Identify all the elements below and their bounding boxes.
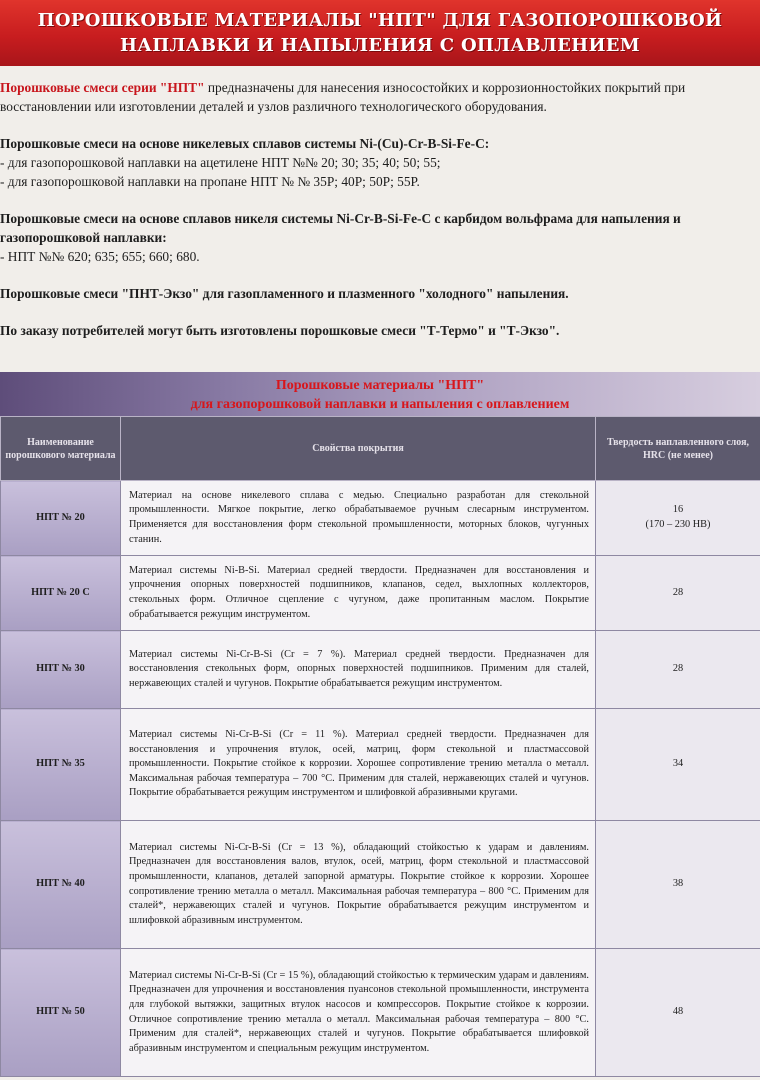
exo-paragraph: Порошковые смеси "ПНТ-Экзо" для газопламенного и плазменного "холодного" напыления. bbox=[0, 286, 569, 301]
material-name: НПТ № 50 bbox=[1, 949, 121, 1077]
material-name: НПТ № 20 bbox=[1, 481, 121, 556]
tungsten-heading: Порошковые смеси на основе сплавов никеля системы Ni-Cr-B-Si-Fe-C с карбидом вольфрама для напыления и газопорошковой наплавки: bbox=[0, 211, 681, 245]
hardness-value: 48 bbox=[672, 1006, 684, 1018]
table-row bbox=[1, 556, 760, 631]
page-title-line-1: ПОРОШКОВЫЕ МАТЕРИАЛЫ "НПТ" ДЛЯ ГАЗОПОРОШКОВОЙ bbox=[37, 10, 723, 31]
hardness-note: (170 – 230 НВ) bbox=[645, 519, 711, 530]
nickel-item-acetylene: - для газопорошковой наплавки на ацетилене НПТ №№ 20; 30; 35; 40; 50; 55; bbox=[0, 155, 441, 170]
page-title-line-2: НАПЛАВКИ И НАПЫЛЕНИЯ С ОПЛАВЛЕНИЕМ bbox=[119, 35, 641, 56]
table-row bbox=[1, 631, 760, 709]
table-title-line-1: Порошковые материалы "НПТ" bbox=[275, 378, 485, 393]
page-header-banner bbox=[0, 0, 760, 66]
nickel-item-propane: - для газопорошковой наплавки на пропане НПТ № № 35P; 40P; 50P; 55P. bbox=[0, 174, 420, 189]
table-row bbox=[1, 949, 760, 1077]
material-name: НПТ № 40 bbox=[1, 821, 121, 949]
material-name: НПТ № 35 bbox=[1, 709, 121, 821]
material-hardness-cell bbox=[596, 821, 760, 949]
material-description: Материал системы Ni-B-Si. Материал средней твердости. Предназначен для восстановления и упрочнения опорных поверхностей подшипников, клапанов, седел, выхлопных коллекторов, стекольных форм. Отличное сцепление с чугуном, даже пропитанным маслом. Покрытие обрабатывается режущим инструментом. bbox=[121, 556, 596, 631]
table-row bbox=[1, 709, 760, 821]
custom-order-paragraph: По заказу потребителей могут быть изготовлены порошковые смеси "Т-Термо" и "Т-Экзо". bbox=[0, 323, 560, 338]
material-hardness-cell bbox=[596, 631, 760, 709]
nickel-heading: Порошковые смеси на основе никелевых сплавов системы Ni-(Cu)-Cr-B-Si-Fe-C: bbox=[0, 136, 490, 151]
material-description: Материал системы Ni-Cr-B-Si (Cr = 15 %), обладающий стойкостью к термическим ударам и давлениям. Предназначен для упрочнения и восстановления пуансонов стекольной промышленности, инструмента для глубокой вытяжки, защитных втулок насосов и компрессоров. Покрытие стойкое к коррозии. Отличное сопротивление трению металла о металл. Максимальная рабочая температура – 800 °C. Применим для сталей*, нержавеющих сталей и чугунов. Покрытие обрабатывается шлифовкой абразивным инструментом и специальным режущим инструментом. bbox=[121, 949, 596, 1077]
material-hardness-cell bbox=[596, 556, 760, 631]
header-hardness: Твердость наплавленного слоя, HRC (не менее) bbox=[596, 417, 760, 481]
material-description: Материал системы Ni-Cr-B-Si (Cr = 7 %). Материал средней твердости. Предназначен для восстановления стекольных форм, опорных поверхностей подшипников. Применим для сталей, нержавеющих сталей и чугунов. Покрытие обрабатывается режущим инструментом. bbox=[121, 631, 596, 709]
table-row bbox=[1, 821, 760, 949]
table-header-row bbox=[1, 417, 760, 481]
material-name: НПТ № 30 bbox=[1, 631, 121, 709]
tungsten-item: - НПТ №№ 620; 635; 655; 660; 680. bbox=[0, 249, 200, 264]
material-hardness-cell bbox=[596, 709, 760, 821]
header-name: Наименование порошкового материала bbox=[1, 417, 121, 481]
material-name: НПТ № 20 С bbox=[1, 556, 121, 631]
series-lead: Порошковые смеси серии "НПТ" bbox=[0, 80, 205, 95]
series-description: предназначены для нанесения износостойких и коррозионностойких покрытий при восстановлении или изготовлении деталей и узлов различного технологического оборудования. bbox=[0, 80, 686, 114]
table-row bbox=[1, 481, 760, 556]
hardness-value: 28 bbox=[672, 586, 684, 598]
material-description: Материал системы Ni-Cr-B-Si (Cr = 13 %), обладающий стойкостью к ударам и давлениям. Предназначен для восстановления валов, втулок, осей, матриц, форм стекольной и пластмассовой промышленности, клапанов, деталей запорной арматуры. Покрытие стойкое к коррозии. Хорошее сопротивление трению металла о металл. Максимальная рабочая температура – 800 °C. Применим для сталей*, нержавеющих сталей и чугунов. Покрытие обрабатывается режущим инструментом и шлифовкой абразивным инструментом. bbox=[121, 821, 596, 949]
hardness-value: 28 bbox=[672, 663, 684, 675]
table-title-line-2: для газопорошковой наплавки и напыления с оплавлением bbox=[190, 397, 570, 412]
material-hardness-cell bbox=[596, 949, 760, 1077]
material-description: Материал на основе никелевого сплава с медью. Специально разработан для стекольной промышленности. Мягкое покрытие, легко обрабатываемое ручным слесарным инструментом. Применяется для восстановления форм стекольной промышленности, моторных блоков, чугунных станин. bbox=[121, 481, 596, 556]
hardness-value: 34 bbox=[672, 758, 684, 770]
header-properties: Свойства покрытия bbox=[121, 417, 596, 481]
table-title bbox=[0, 372, 760, 416]
hardness-value: 16 bbox=[672, 504, 684, 516]
intro-section bbox=[0, 78, 760, 340]
intro-paragraph-1 bbox=[0, 78, 760, 116]
material-hardness-cell bbox=[596, 481, 760, 556]
material-description: Материал системы Ni-Cr-B-Si (Cr = 11 %). Материал средней твердости. Предназначен для восстановления и упрочнения втулок, осей, матриц, форм стекольной и пластмассовой промышленности. Покрытие стойкое к коррозии. Хорошее сопротивление трению металла о металл. Максимальная рабочая температура – 700 °C. Применим для сталей, нержавеющих сталей и чугунов. Покрытие обрабатывается режущим инструментом и шлифовкой абразивными кругами. bbox=[121, 709, 596, 821]
hardness-value: 38 bbox=[672, 878, 684, 890]
materials-table bbox=[0, 416, 760, 1077]
